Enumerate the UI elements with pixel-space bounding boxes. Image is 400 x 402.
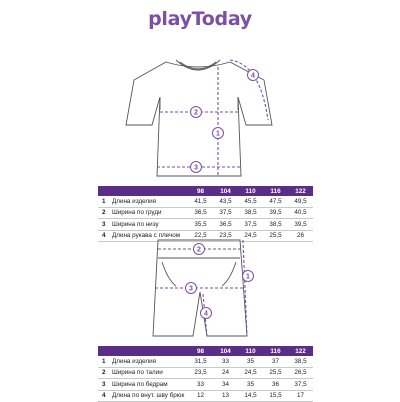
shorts-drawing (0, 222, 400, 346)
size-header: 116 (263, 186, 288, 196)
row-number: 3 (98, 379, 112, 391)
size-header: 98 (188, 186, 213, 196)
table-cell: 39,5 (288, 219, 313, 231)
table-cell: 33 (188, 379, 213, 391)
table-cell: 49,5 (288, 196, 313, 207)
brand-logo: playToday (148, 8, 252, 30)
table-row (98, 367, 313, 379)
tshirt-collar (176, 60, 220, 70)
size-header: 116 (263, 346, 288, 356)
table-cell: 37,5 (288, 379, 313, 391)
shorts-marker-1 (243, 271, 254, 282)
row-number: 2 (98, 367, 112, 379)
table-cell: 39,5 (263, 207, 288, 219)
size-header: 110 (238, 186, 263, 196)
table-cell: 36,5 (213, 219, 238, 231)
row-label: Длина рукава с плечом (112, 230, 188, 242)
row-label: Ширина по бедрам (112, 379, 188, 391)
row-number: 1 (98, 196, 112, 207)
row-label: Длина изделия (112, 196, 188, 207)
row-number: 2 (98, 207, 112, 219)
size-header: 98 (188, 346, 213, 356)
row-label: Ширина по груди (112, 207, 188, 219)
tshirt-marker-4 (248, 70, 259, 81)
tshirt-marker-3 (191, 162, 202, 173)
table-cell: 40,5 (288, 207, 313, 219)
table-cell: 24,5 (238, 367, 263, 379)
table-cell: 14,5 (238, 390, 263, 402)
shorts-size-table (98, 346, 313, 402)
table-cell: 43,5 (213, 196, 238, 207)
table-row (98, 196, 313, 207)
tshirt-table-header (98, 186, 313, 196)
table-cell: 38,5 (238, 207, 263, 219)
table-row (98, 356, 313, 367)
tshirt-drawing (0, 38, 400, 183)
row-number: 1 (98, 356, 112, 367)
tshirt-marker-3-label: 3 (194, 164, 198, 172)
table-cell: 35,5 (188, 219, 213, 231)
table-cell: 45,5 (238, 196, 263, 207)
size-header: 110 (238, 346, 263, 356)
table-cell: 24 (213, 367, 238, 379)
tshirt-marker-2-label: 2 (194, 109, 198, 117)
row-number: 4 (98, 230, 112, 242)
size-header: 122 (288, 346, 313, 356)
table-cell: 37 (263, 356, 288, 367)
size-header: 104 (213, 186, 238, 196)
table-cell: 47,5 (263, 196, 288, 207)
row-number: 3 (98, 219, 112, 231)
shorts-marker-2-label: 2 (197, 246, 201, 254)
table-cell: 33 (213, 356, 238, 367)
shorts-marker-1-label: 1 (246, 273, 250, 281)
tshirt-marker-1-label: 1 (216, 130, 220, 138)
shorts-marker-3-label: 3 (189, 285, 193, 293)
table-cell: 38,5 (263, 219, 288, 231)
row-number: 4 (98, 390, 112, 402)
tshirt-collar-inner (180, 62, 216, 69)
table-cell: 31,5 (188, 356, 213, 367)
table-cell: 17 (288, 390, 313, 402)
table-cell: 25,5 (263, 367, 288, 379)
table-cell: 37,5 (238, 219, 263, 231)
table-row (98, 207, 313, 219)
tshirt-sleeve-line (230, 60, 268, 120)
shorts-marker-4-label: 4 (204, 310, 208, 318)
table-cell: 41,5 (188, 196, 213, 207)
table-cell: 23,5 (188, 367, 213, 379)
table-cell: 37,5 (213, 207, 238, 219)
tshirt-marker-1 (213, 128, 224, 139)
table-row (98, 379, 313, 391)
shorts-marker-2 (194, 244, 205, 255)
shorts-pocket-left (162, 262, 176, 286)
table-cell: 12 (188, 390, 213, 402)
shorts-marker-4 (201, 308, 212, 319)
shorts-marker-3 (186, 283, 197, 294)
table-cell: 24,5 (238, 230, 263, 242)
row-label: Ширина по низу (112, 219, 188, 231)
table-cell: 26,5 (288, 367, 313, 379)
table-cell: 25,5 (263, 230, 288, 242)
table-cell: 38,5 (288, 356, 313, 367)
shorts-table-header (98, 346, 313, 356)
table-cell: 26 (288, 230, 313, 242)
table-cell: 22,5 (188, 230, 213, 242)
tshirt-marker-2 (191, 107, 202, 118)
table-cell: 15,5 (263, 390, 288, 402)
shorts-pocket-right (222, 262, 236, 286)
table-cell: 36,5 (188, 207, 213, 219)
table-cell: 35 (238, 379, 263, 391)
table-cell: 34 (213, 379, 238, 391)
row-label: Длина изделия (112, 356, 188, 367)
table-cell: 13 (213, 390, 238, 402)
table-cell: 36 (263, 379, 288, 391)
row-label: Длина по внут. шву брюк (112, 390, 188, 402)
size-header: 122 (288, 186, 313, 196)
table-cell: 35 (238, 356, 263, 367)
row-label: Ширина по талии (112, 367, 188, 379)
tshirt-marker-4-label: 4 (251, 72, 255, 80)
size-header: 104 (213, 346, 238, 356)
table-cell: 23,5 (213, 230, 238, 242)
